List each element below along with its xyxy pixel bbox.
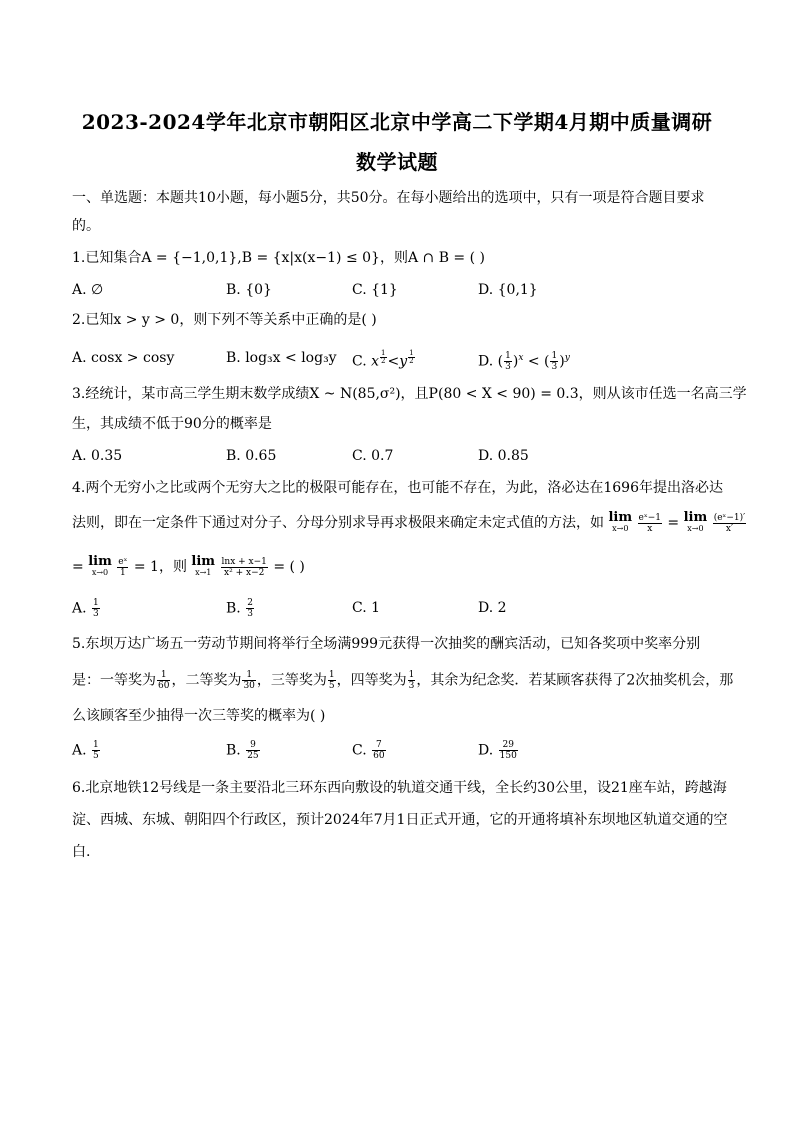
q6-stem-line1: 6.北京地铁12号线是一条主要沿北三环东西向敷设的轨道交通干线，全长约30公里，设21座车站，跨越海 (72, 780, 727, 796)
q4-stem-line2-text: 法则，即在一定条件下通过对分子、分母分别求导再求极限来确定未定式值的方法，如 (72, 515, 604, 531)
q4-option-a: A. $\frac{1}{3}$ (72, 598, 99, 619)
q1-option-d: D. {0,1} (478, 282, 538, 298)
exam-title-line1: 2023-2024学年北京市朝阳区北京中学高二下学期4月期中质量调研 (81, 110, 713, 134)
q5-option-b: B. $\frac{9}{25}$ (226, 740, 259, 761)
q4-stem-line1: 4.两个无穷小之比或两个无穷大之比的极限可能存在，也可能不存在，为此，洛必达在1696年提出洛必达 (72, 480, 723, 496)
q5-option-a: A. $\frac{1}{5}$ (72, 740, 99, 761)
q5-stem-line2: 是：一等奖为 $\frac{1}{60}$ ，二等奖为 $\frac{1}{30}$ ，三等奖为 $\frac{1}{5}$ ，四等奖为 $\frac{1}{3}$ ，其余为纪念奖．若某顾客获得了2次抽奖机会，那 (72, 670, 734, 691)
q1-stem: 1.已知集合A = {−1,0,1},B = {x|x(x−1) ≤ 0}，则A ∩ B = ( ) (72, 250, 485, 266)
q4-stem-line3-end: = ( ) (273, 559, 305, 575)
q1-option-a: A. ∅ (72, 282, 104, 298)
q2-option-d-label: D. (478, 353, 494, 370)
q4-stem-line2: 法则，即在一定条件下通过对分子、分母分别求导再求极限来确定未定式值的方法，如 lim x→0 $\frac{\text{eˣ−1}}{x}$ = lim x→0 $\frac{\text{(eˣ−1)′}}{x'}$ (72, 510, 746, 534)
q4-frac-3: $\frac{\text{eˣ}}{1}$ (118, 556, 128, 578)
q3-option-a: A. 0.35 (72, 448, 123, 464)
section-instruction-line1: 一、单选题：本题共10小题，每小题5分，共50分。在每小题给出的选项中，只有一项是符合题目要求 (72, 190, 705, 206)
q2-option-c: C. x $^{\frac{1}{2}}$ <y $^{\frac{1}{2}}$ (352, 349, 414, 370)
q2-option-d: D. ( $\frac{1}{3}$ )$^x$ < ( $\frac{1}{3}$ )$^y$ (478, 351, 570, 373)
q2-option-c-label: C. (352, 353, 367, 370)
section-instruction-line2: 的。 (72, 218, 100, 234)
q1-option-c: C. {1} (352, 282, 398, 298)
q4-stem-line3: = lim x→0 $\frac{\text{eˣ}}{1}$ = 1，则 lim x→1 $\frac{\ln x + x-1}{\text{x² + x−2}}$ = ( ) (72, 554, 305, 578)
q2-option-b: B. log₃x < log₃y (226, 350, 337, 366)
q4-option-b: B. $\frac{2}{3}$ (226, 598, 253, 619)
q5-option-d: D. $\frac{29}{150}$ (478, 740, 517, 761)
q4-option-d: D. 2 (478, 600, 507, 616)
q1-option-b: B. {0} (226, 282, 272, 298)
q4-lim-3: lim x→0 (88, 554, 112, 577)
q6-stem-line3: 白. (72, 844, 91, 860)
q4-lim-2: lim x→0 (683, 510, 708, 533)
q4-lim-4: lim x→1 (191, 554, 216, 577)
q2-option-a: A. cosx > cosy (72, 350, 175, 366)
q4-stem-line3-tail: = 1，则 (133, 559, 187, 575)
q3-stem-line1: 3.经统计，某市高三学生期末数学成绩X ~ N(85,σ²)，且P(80 < X < 90) = 0.3，则从该市任选一名高三学 (72, 386, 747, 402)
q6-stem-line2: 淀、西城、东城、朝阳四个行政区，预计2024年7月1日正式开通，它的开通将填补东坝地区轨道交通的空 (72, 812, 728, 828)
q3-option-d: D. 0.85 (478, 448, 529, 464)
q4-frac-4: $\frac{\ln x + x-1}{\text{x² + x−2}}$ (221, 556, 267, 578)
q2-stem: 2.已知x > y > 0，则下列不等关系中正确的是( ) (72, 312, 377, 328)
q3-option-c: C. 0.7 (352, 448, 394, 464)
q5-option-c: C. $\frac{7}{60}$ (352, 740, 385, 761)
q4-frac-2: $\frac{\text{(eˣ−1)′}}{x'}$ (713, 512, 746, 534)
q5-stem-line3: 么该顾客至少抽得一次三等奖的概率为( ) (72, 708, 326, 724)
q4-lim-1: lim x→0 (608, 510, 633, 533)
q5-stem-line1: 5.东坝万达广场五一劳动节期间将举行全场满999元获得一次抽奖的酬宾活动，已知各奖项中奖率分别 (72, 636, 701, 652)
q3-stem-line2: 生，其成绩不低于90分的概率是 (72, 416, 272, 432)
q3-option-b: B. 0.65 (226, 448, 277, 464)
q4-frac-1: $\frac{\text{eˣ−1}}{x}$ (638, 512, 661, 534)
exam-title-line2: 数学试题 (356, 150, 438, 174)
q4-option-c: C. 1 (352, 600, 381, 616)
